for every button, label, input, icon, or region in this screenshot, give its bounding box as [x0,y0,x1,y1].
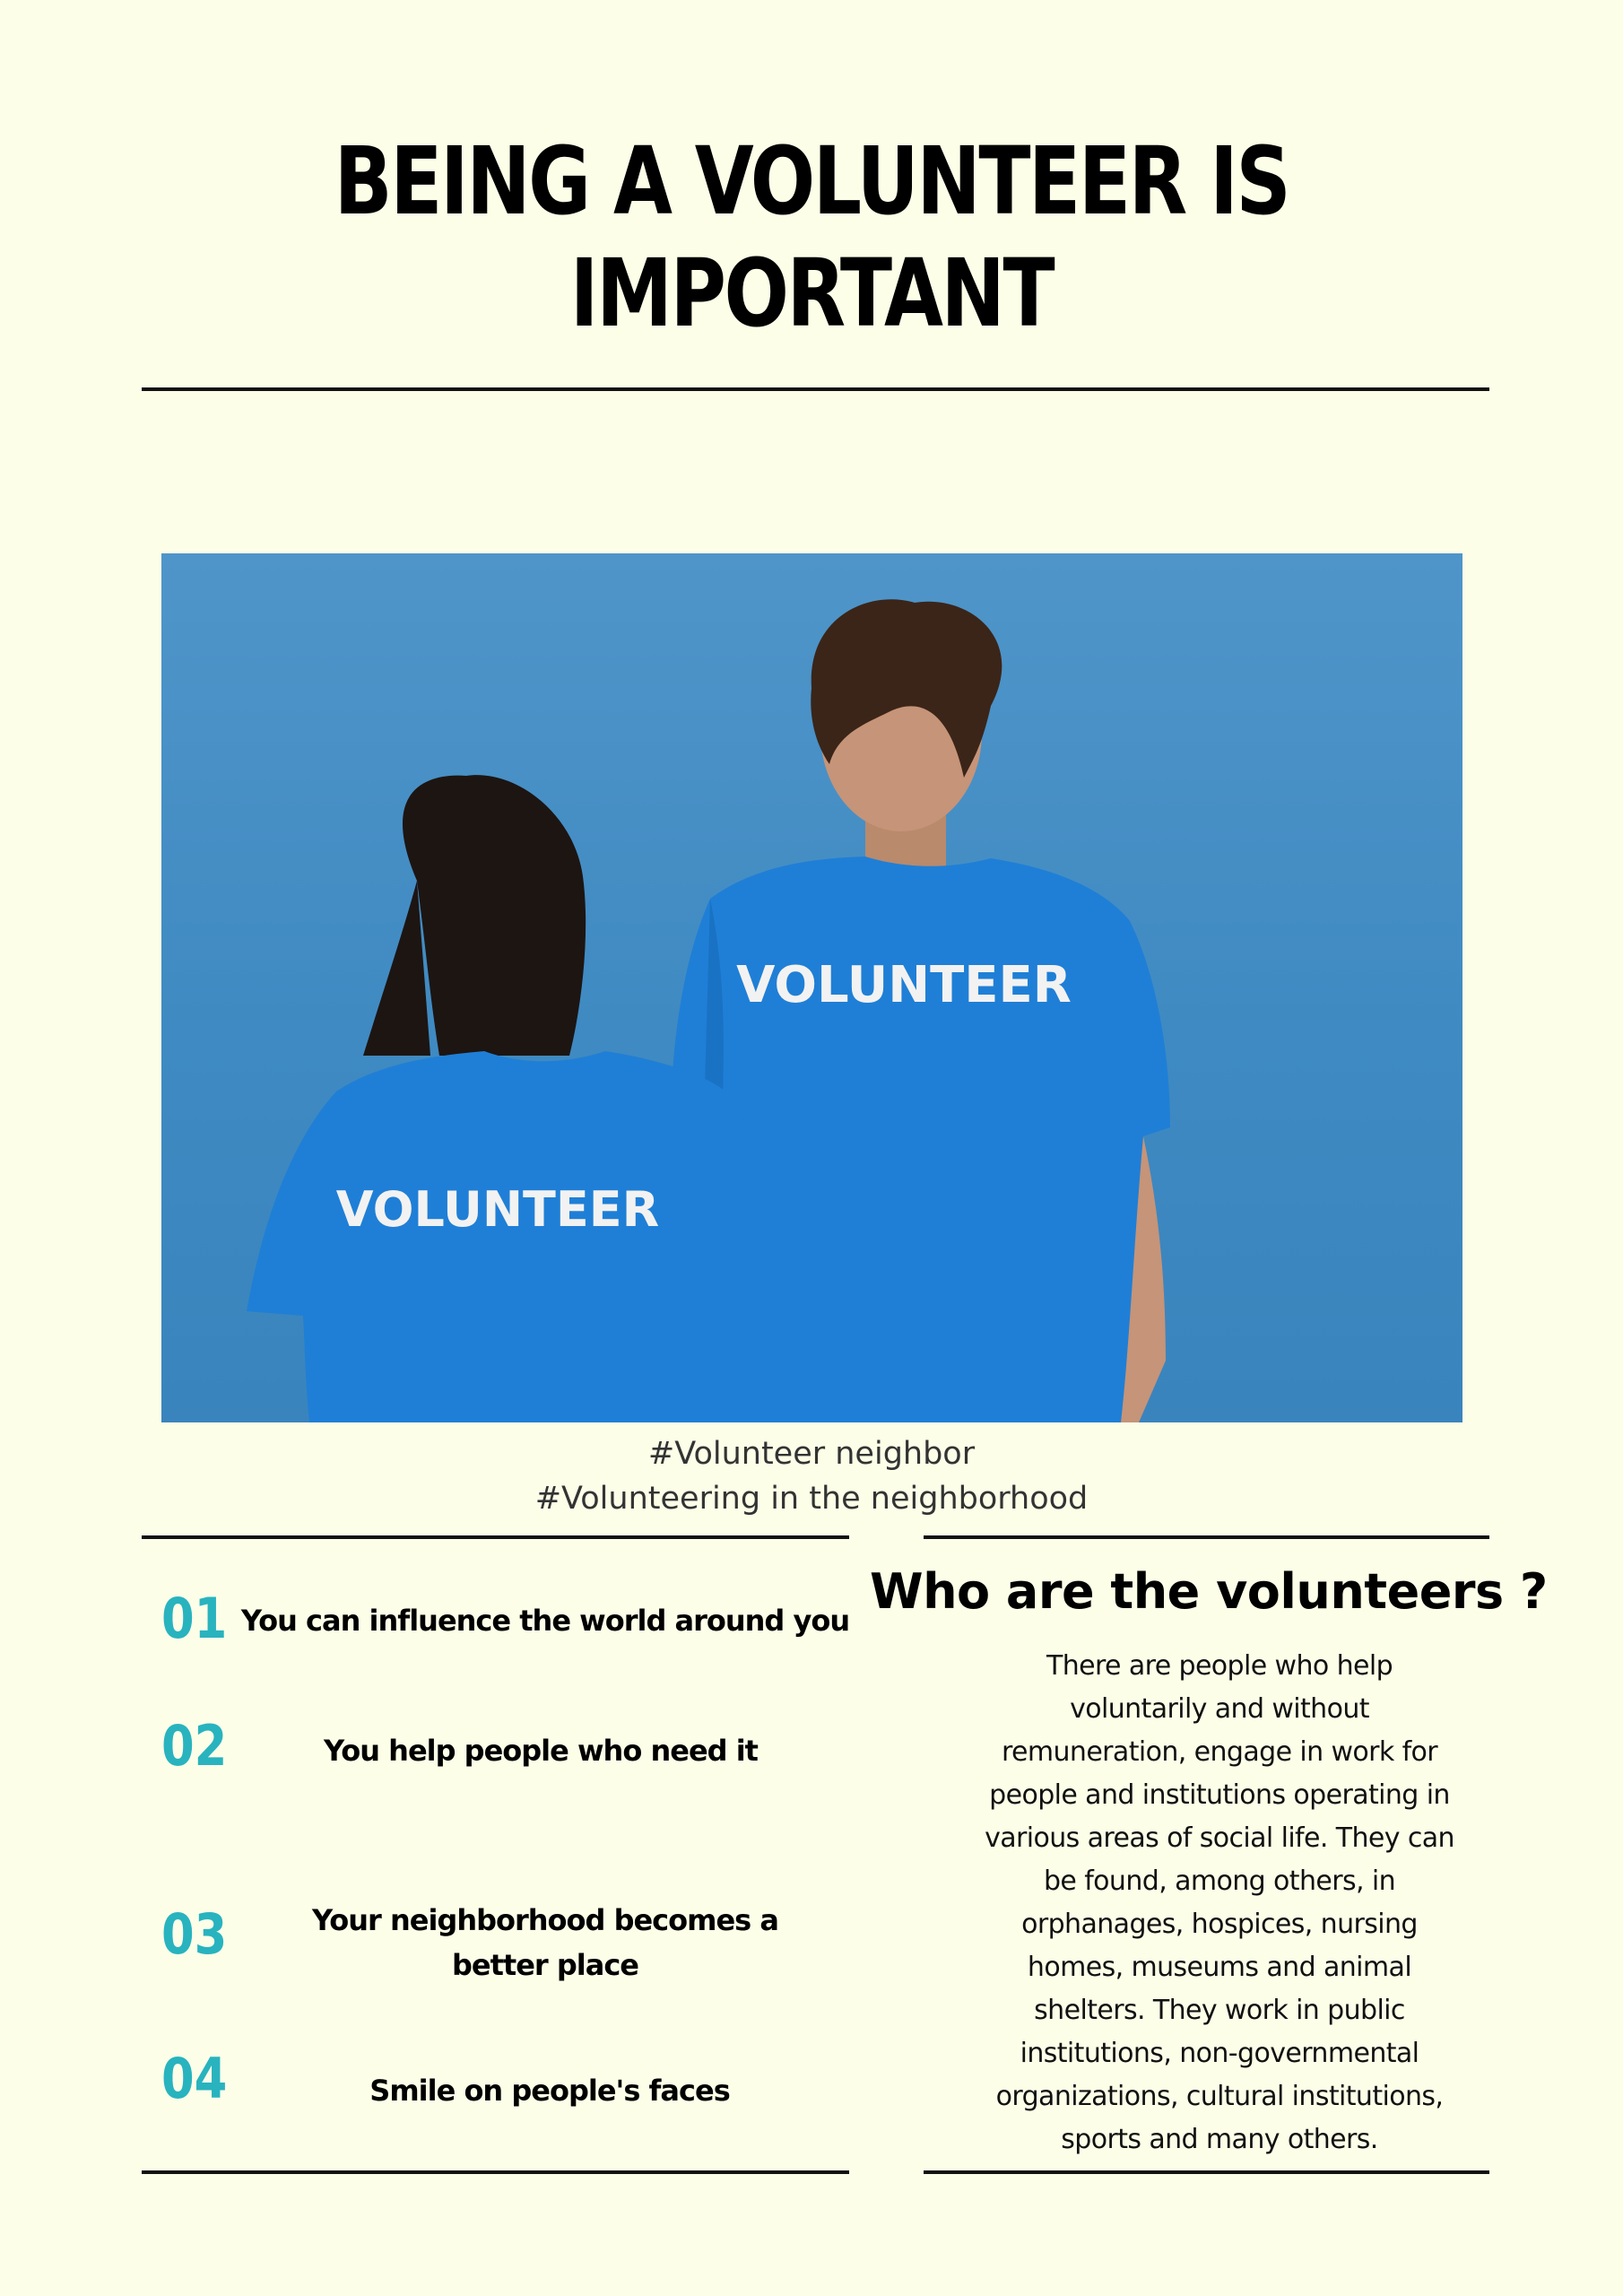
right-top-divider [924,1535,1489,1539]
page-title-line-2: IMPORTANT [569,239,1054,348]
who-line: homes, museums and animal [1027,1952,1412,1983]
caption-line-2: #Volunteering in the neighborhood [534,1481,1089,1517]
benefit-line: better place [452,1948,638,1982]
volunteers-photo [161,553,1462,1422]
volunteers-illustration [161,553,1462,1422]
who-line: people and institutions operating in [989,1779,1450,1811]
who-line: be found, among others, in [1043,1866,1396,1897]
benefit-text-01 [240,1598,850,1643]
benefit-number-01: 01 [161,1586,228,1651]
benefit-number-04: 04 [161,2046,228,2111]
left-top-divider [142,1535,849,1539]
benefit-line: You can influence the world around you [240,1604,850,1638]
photo-caption [0,1431,1623,1521]
right-bottom-divider [924,2170,1489,2174]
left-bottom-divider [142,2170,849,2174]
woman-hair-left [363,881,430,1056]
benefit-line: Your neighborhood becomes a [312,1903,778,1937]
who-line: voluntarily and without [1070,1693,1369,1725]
benefit-number-02: 02 [161,1713,228,1779]
woman-hair [403,775,586,1056]
who-description [964,1645,1475,2161]
shirt-text-left: VOLUNTEER [335,1181,660,1238]
who-line: There are people who help [1046,1650,1393,1682]
caption-line-1: #Volunteer neighbor [647,1436,976,1472]
benefit-line: You help people who need it [324,1734,758,1768]
title-divider [142,387,1489,391]
who-line: shelters. They work in public [1034,1995,1405,2026]
page-title-line-1: BEING A VOLUNTEER IS [334,126,1289,236]
who-line: sports and many others. [1061,2124,1378,2155]
benefit-number-03: 03 [161,1901,228,1967]
benefit-text-03 [240,1898,850,1987]
benefit-text-04 [240,2068,859,2113]
benefit-line: Smile on people's faces [369,2074,730,2108]
who-line: institutions, non-governmental [1020,2038,1419,2069]
who-line: orphanages, hospices, nursing [1021,1909,1418,1940]
who-line: organizations, cultural institutions, [995,2081,1444,2112]
who-line: various areas of social life. They can [985,1822,1454,1854]
page-title [146,126,1477,350]
shirt-text-right: VOLUNTEER [736,956,1072,1014]
who-line: remuneration, engage in work for [1001,1736,1438,1768]
benefit-text-02 [240,1728,841,1773]
who-title: Who are the volunteers ? [870,1563,1548,1620]
